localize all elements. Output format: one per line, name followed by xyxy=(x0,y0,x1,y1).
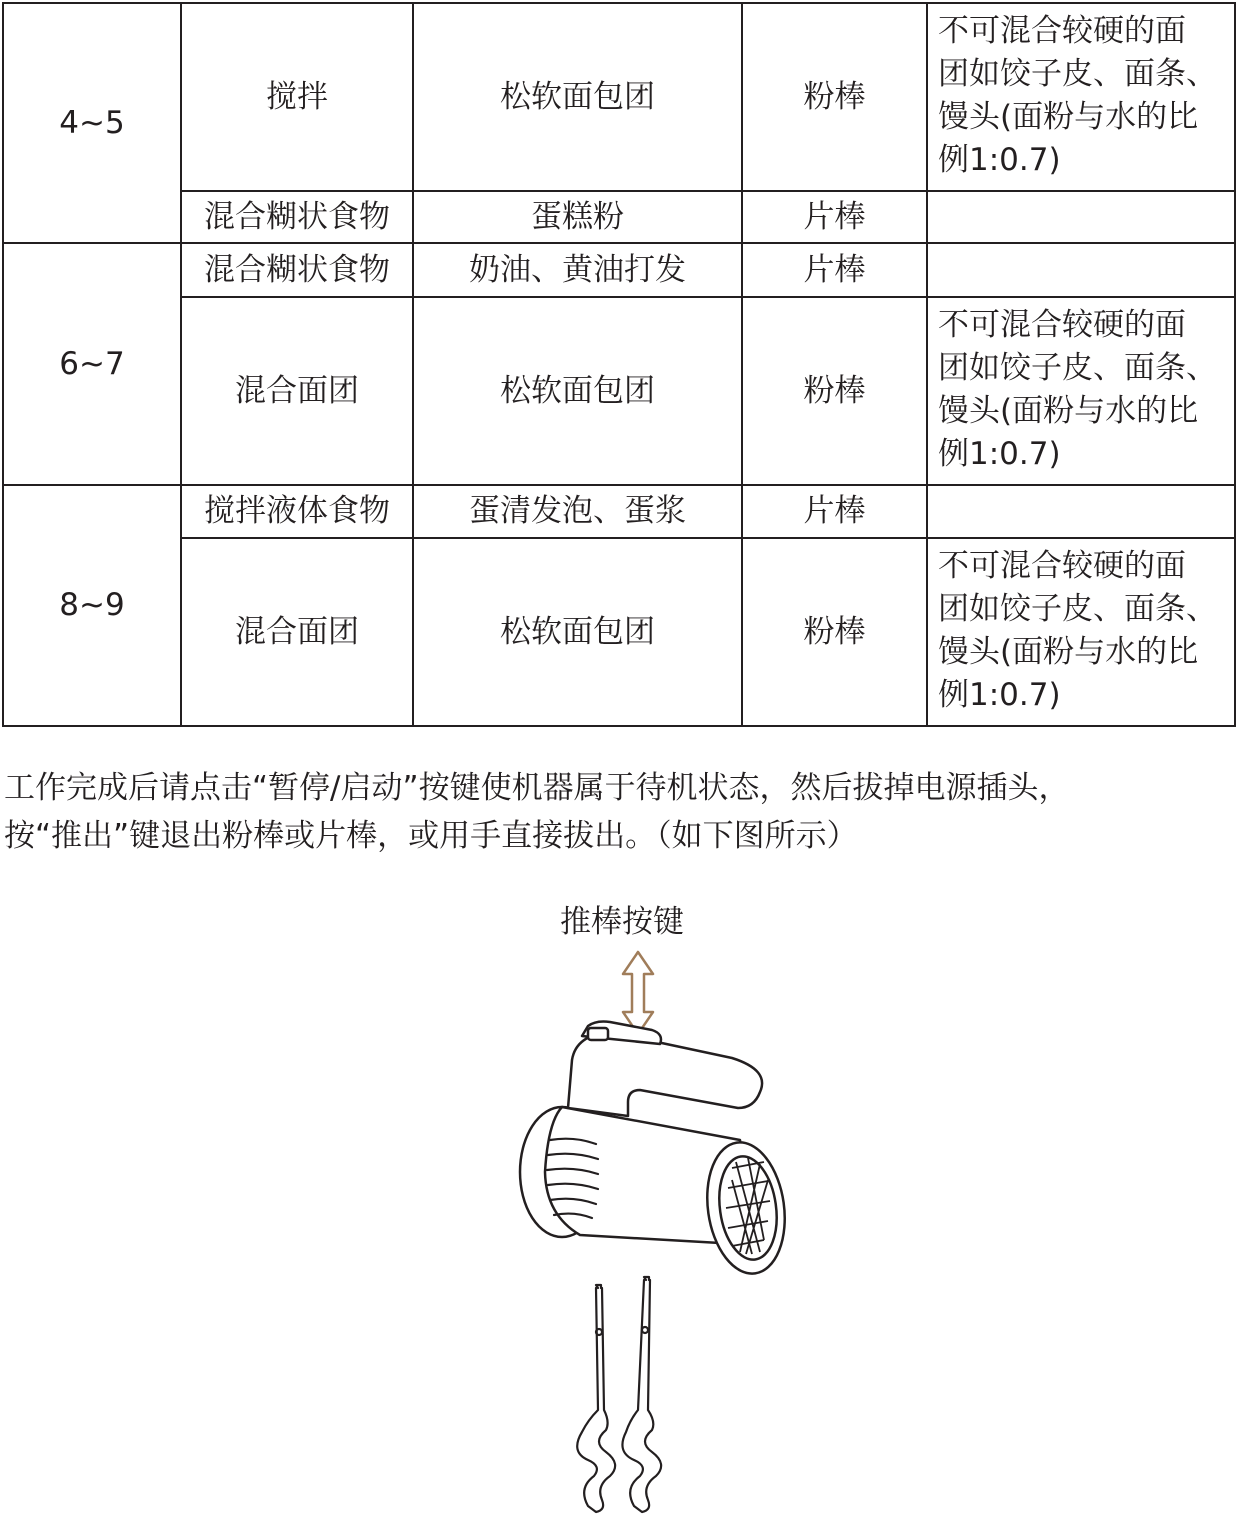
dough-hook-left xyxy=(577,1285,615,1512)
dough-hooks xyxy=(577,1277,661,1512)
note-line: 团如饺子皮、面条、 xyxy=(938,591,1217,627)
table-row xyxy=(3,191,1235,243)
speed-cell: 4~5 xyxy=(3,3,181,243)
push-rod-button-icon xyxy=(588,1028,608,1040)
speed-cell: 8~9 xyxy=(3,485,181,726)
note-line: 例1:0.7) xyxy=(938,142,1061,178)
note-line: 馒头(面粉与水的比 xyxy=(938,634,1199,670)
double-arrow-icon xyxy=(623,952,653,1034)
speed-cell: 6~7 xyxy=(3,243,181,485)
food-cell: 蛋清发泡、蛋浆 xyxy=(413,485,742,538)
handle xyxy=(568,1032,762,1116)
table-row xyxy=(3,3,1235,191)
function-cell: 搅拌 xyxy=(181,3,413,191)
table-row xyxy=(3,243,1235,297)
function-cell: 混合面团 xyxy=(181,538,413,726)
note-line: 不可混合较硬的面 xyxy=(938,307,1186,343)
food-cell: 奶油、黄油打发 xyxy=(413,243,742,297)
attachment-cell: 粉棒 xyxy=(742,538,927,726)
function-cell: 混合糊状食物 xyxy=(181,243,413,297)
note-cell xyxy=(927,297,1235,485)
function-cell: 混合糊状食物 xyxy=(181,191,413,243)
function-cell: 搅拌液体食物 xyxy=(181,485,413,538)
table-row xyxy=(3,538,1235,726)
attachment-cell: 粉棒 xyxy=(742,297,927,485)
note-line: 团如饺子皮、面条、 xyxy=(938,350,1217,386)
food-cell: 松软面包团 xyxy=(413,3,742,191)
food-cell: 松软面包团 xyxy=(413,297,742,485)
note-cell xyxy=(927,191,1235,243)
function-cell: 混合面团 xyxy=(181,297,413,485)
note-line: 馒头(面粉与水的比 xyxy=(938,393,1199,429)
instruction-line: 按“推出”键退出粉棒或片棒，或用手直接拔出。（如下图所示） xyxy=(4,818,858,854)
instruction-line: 工作完成后请点击“暂停/启动”按键使机器属于待机状态，然后拔掉电源插头， xyxy=(4,770,1070,806)
note-line: 不可混合较硬的面 xyxy=(938,548,1186,584)
table-row xyxy=(3,297,1235,485)
attachment-cell: 片棒 xyxy=(742,191,927,243)
note-cell xyxy=(927,538,1235,726)
food-cell: 蛋糕粉 xyxy=(413,191,742,243)
table-row xyxy=(3,485,1235,538)
mixer-body xyxy=(520,1022,793,1279)
note-line: 例1:0.7) xyxy=(938,436,1061,472)
attachment-cell: 片棒 xyxy=(742,243,927,297)
hand-mixer-illustration xyxy=(470,940,810,1520)
attachment-cell: 粉棒 xyxy=(742,3,927,191)
speed-settings-table xyxy=(2,2,1236,727)
note-cell xyxy=(927,485,1235,538)
instruction-text xyxy=(4,764,1234,860)
attachment-cell: 片棒 xyxy=(742,485,927,538)
note-line: 例1:0.7) xyxy=(938,677,1061,713)
push-rod-button-label: 推棒按键 xyxy=(560,904,684,940)
note-line: 馒头(面粉与水的比 xyxy=(938,99,1199,135)
note-line: 不可混合较硬的面 xyxy=(938,13,1186,49)
note-cell xyxy=(927,243,1235,297)
dough-hook-right xyxy=(622,1277,661,1512)
food-cell: 松软面包团 xyxy=(413,538,742,726)
note-cell xyxy=(927,3,1235,191)
note-line: 团如饺子皮、面条、 xyxy=(938,56,1217,92)
